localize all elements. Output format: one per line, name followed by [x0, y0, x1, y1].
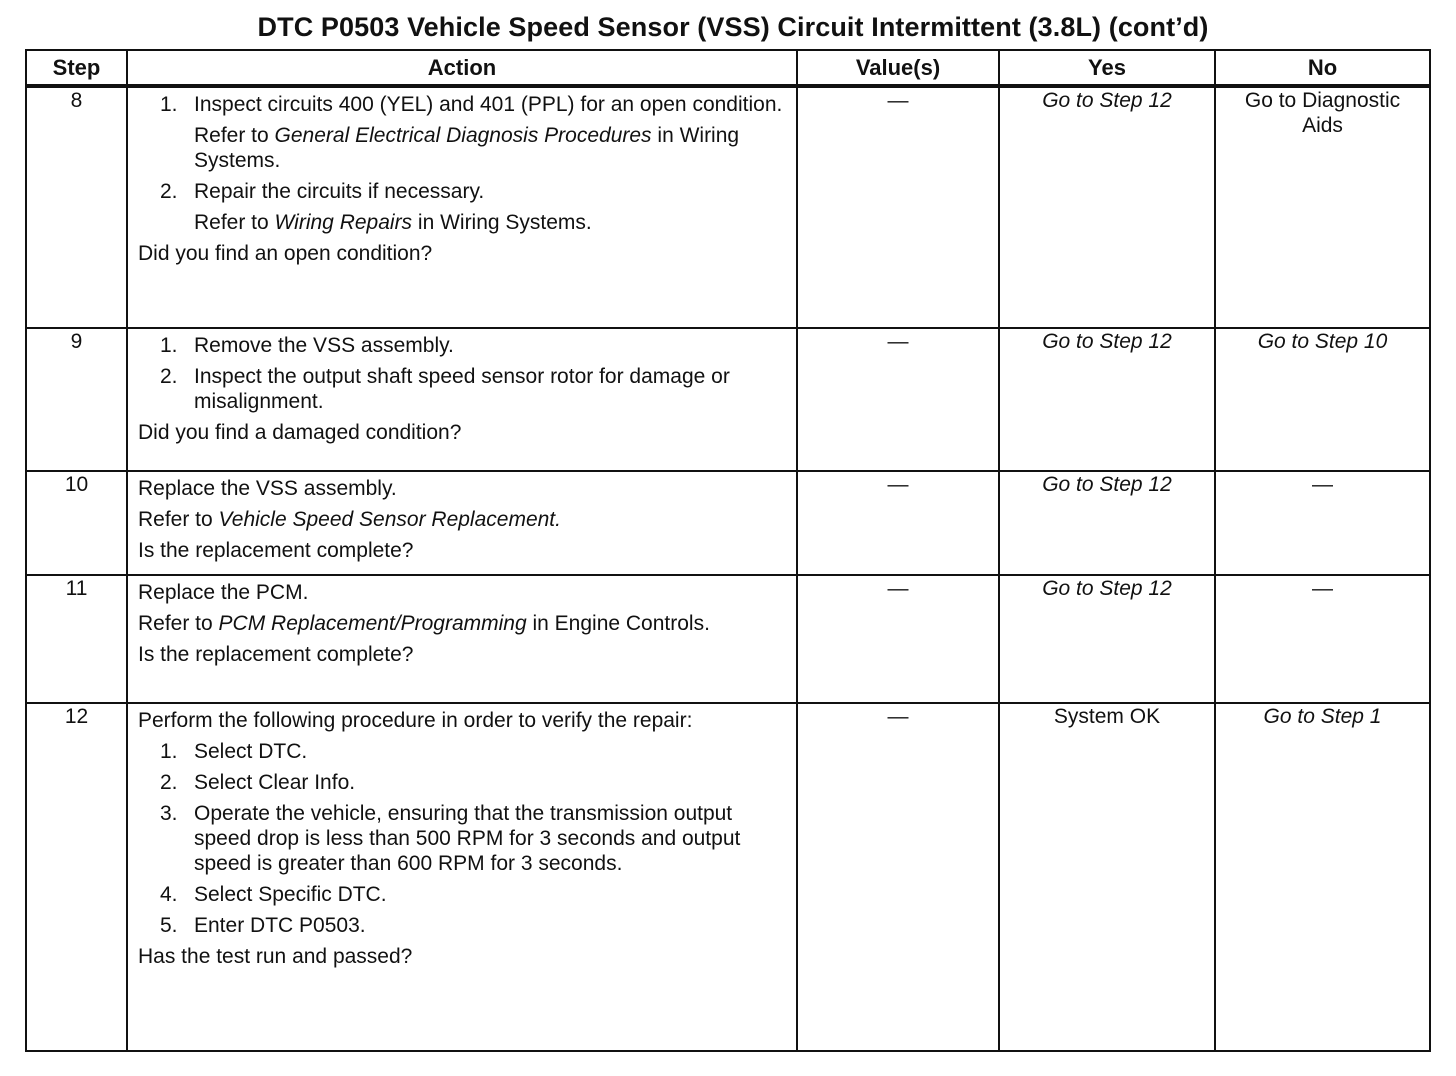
- action-text: Select DTC.: [194, 740, 308, 763]
- table-row: [26, 86, 1430, 328]
- action-text: Inspect circuits 400 (YEL) and 401 (PPL) for an open condition.: [194, 93, 783, 116]
- step-number: 10: [26, 471, 127, 575]
- table-row: [26, 471, 1430, 575]
- list-item: 2. Repair the circuits if necessary.: [160, 180, 485, 203]
- reference-note: Refer to PCM Replacement/Programming in Engine Controls.: [138, 612, 710, 635]
- list-item: 2. Select Clear Info.: [160, 771, 356, 794]
- reference-link[interactable]: Vehicle Speed Sensor Replacement.: [218, 508, 561, 531]
- action-cell: [127, 86, 797, 328]
- action-cell: [127, 471, 797, 575]
- action-text: Inspect the output shaft speed sensor rotor for damage or misalignment.: [194, 365, 730, 413]
- reference-note: Refer to Vehicle Speed Sensor Replacement.: [138, 508, 561, 531]
- no-action[interactable]: Go to Diagnostic Aids: [1215, 86, 1430, 328]
- action-list: [138, 179, 786, 204]
- list-item: 4. Select Specific DTC.: [160, 883, 387, 906]
- action-text: Repair the circuits if necessary.: [194, 180, 485, 203]
- table-row: [26, 703, 1430, 1051]
- diagnostic-table: [25, 49, 1431, 1052]
- action-cell: [127, 703, 797, 1051]
- table-row: [26, 328, 1430, 471]
- list-item: 3. Operate the vehicle, ensuring that the transmission output speed drop is less than 500 RPM for 3 seconds and output speed is greater than 600 RPM for 3 seconds.: [160, 802, 741, 875]
- action-text: Replace the PCM.: [138, 581, 309, 604]
- action-text: Remove the VSS assembly.: [194, 334, 454, 357]
- no-action: —: [1215, 575, 1430, 703]
- action-cell: [127, 328, 797, 471]
- list-item: 1. Remove the VSS assembly.: [160, 334, 454, 357]
- value-cell: —: [797, 575, 999, 703]
- action-text: Replace the VSS assembly.: [138, 477, 397, 500]
- action-text: Select Clear Info.: [194, 771, 356, 794]
- list-item: 1. Select DTC.: [160, 740, 308, 763]
- reference-note: Refer to General Electrical Diagnosis Procedures in Wiring Systems.: [194, 124, 740, 172]
- step-column-header: Step: [26, 50, 127, 86]
- reference-note: Refer to Wiring Repairs in Wiring Systems.: [194, 211, 592, 234]
- list-item: 5. Enter DTC P0503.: [160, 914, 366, 937]
- yes-action[interactable]: System OK: [999, 703, 1215, 1051]
- value-cell: —: [797, 86, 999, 328]
- yes-action[interactable]: Go to Step 12: [999, 328, 1215, 471]
- yes-action[interactable]: Go to Step 12: [999, 471, 1215, 575]
- yes-action[interactable]: Go to Step 12: [999, 86, 1215, 328]
- page-title: DTC P0503 Vehicle Speed Sensor (VSS) Circuit Intermittent (3.8L) (cont’d): [257, 12, 1209, 42]
- reference-link[interactable]: Wiring Repairs: [274, 211, 413, 234]
- action-text: Operate the vehicle, ensuring that the transmission output speed drop is less than 500 RPM for 3 seconds and output speed is greater than 600 RPM for 3 seconds.: [194, 802, 741, 875]
- value-cell: —: [797, 471, 999, 575]
- no-action[interactable]: Go to Step 10: [1215, 328, 1430, 471]
- table-header-row: [26, 50, 1430, 86]
- question-text: Did you find a damaged condition?: [138, 421, 462, 444]
- action-list: [138, 92, 786, 117]
- no-action[interactable]: Go to Step 1: [1215, 703, 1430, 1051]
- action-column-header: Action: [127, 50, 797, 86]
- list-item: 1. Inspect circuits 400 (YEL) and 401 (PPL) for an open condition.: [160, 93, 783, 116]
- action-text: Enter DTC P0503.: [194, 914, 366, 937]
- step-number: 9: [26, 328, 127, 471]
- step-number: 11: [26, 575, 127, 703]
- no-column-header: No: [1215, 50, 1430, 86]
- action-list: [138, 333, 786, 414]
- yes-column-header: Yes: [999, 50, 1215, 86]
- action-cell: [127, 575, 797, 703]
- question-text: Has the test run and passed?: [138, 945, 413, 968]
- value-cell: —: [797, 328, 999, 471]
- step-number: 8: [26, 86, 127, 328]
- values-column-header: Value(s): [797, 50, 999, 86]
- reference-link[interactable]: General Electrical Diagnosis Procedures: [274, 124, 652, 147]
- question-text: Did you find an open condition?: [138, 242, 433, 265]
- action-list: [138, 739, 786, 938]
- action-text: Select Specific DTC.: [194, 883, 387, 906]
- table-row: [26, 575, 1430, 703]
- reference-link[interactable]: PCM Replacement/Programming: [218, 612, 527, 635]
- yes-action[interactable]: Go to Step 12: [999, 575, 1215, 703]
- no-action: —: [1215, 471, 1430, 575]
- question-text: Is the replacement complete?: [138, 539, 414, 562]
- value-cell: —: [797, 703, 999, 1051]
- step-number: 12: [26, 703, 127, 1051]
- action-intro: Perform the following procedure in order to verify the repair:: [138, 709, 693, 732]
- list-item: 2. Inspect the output shaft speed sensor rotor for damage or misalignment.: [160, 365, 730, 413]
- question-text: Is the replacement complete?: [138, 643, 414, 666]
